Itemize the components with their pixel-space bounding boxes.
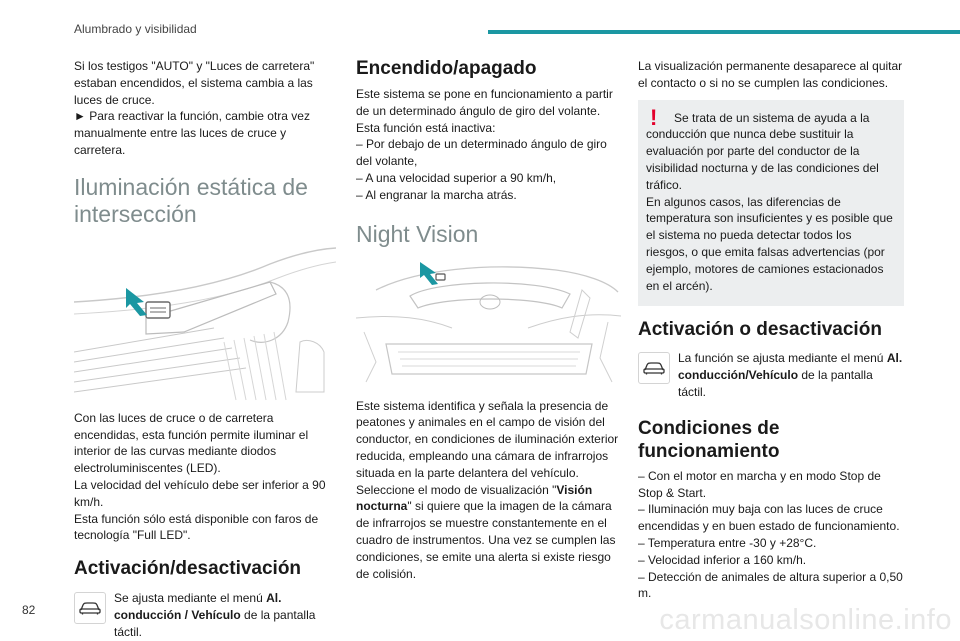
warning-icon: ! bbox=[650, 104, 658, 130]
text-part: " si quiere que la imagen de la cámara de infrarrojos se muestre constantemente en el cuadro de instrumentos. Una vez se cumplen las condiciones, se emite una alerta si existe riesgo de colisión. bbox=[356, 499, 616, 581]
column-2 bbox=[356, 48, 621, 582]
condition-item: – Con el motor en marcha y en modo Stop de Stop & Start. bbox=[638, 468, 881, 500]
condition-item: – Temperatura entre -30 y +28°C. bbox=[638, 535, 817, 550]
paragraph bbox=[356, 482, 621, 583]
paragraph: – A una velocidad superior a 90 km/h, bbox=[356, 170, 557, 185]
warning-text: En algunos casos, las diferencias de temperatura son insuficientes y es posible que el sistema no pueda detectar todos los riesgos, o que emita falsas advertencias (por ejemplo, motores de camiones estacionados en el arcén). bbox=[646, 194, 893, 293]
condition-item: – Detección de animales de altura superior a 0,50 m. bbox=[638, 569, 903, 601]
warning-text: Se trata de un sistema de ayuda a la conducción que nunca debe sustituir la evaluación por parte del conductor de la visibilidad nocturna y de las condiciones del tráfico. bbox=[646, 110, 879, 192]
text-part: de la pantalla táctil. bbox=[114, 607, 316, 639]
header-accent-bar bbox=[488, 30, 960, 34]
activation-deactivation-title: Activación/desactivación bbox=[74, 558, 302, 580]
title-line: Condiciones de bbox=[638, 417, 780, 439]
paragraph: La visualización permanente desaparece al quitar el contacto o si no se cumplen las condiciones. bbox=[638, 59, 903, 90]
condition-item: – Velocidad inferior a 160 km/h. bbox=[638, 552, 807, 567]
column-1 bbox=[74, 48, 336, 641]
paragraph: Este sistema se pone en funcionamiento a partir de un determinado ángulo de giro del volante. bbox=[356, 87, 613, 118]
section-title-intersection bbox=[74, 174, 336, 228]
mode-name: Visión nocturna bbox=[356, 482, 593, 514]
watermark: carmanualsonline.info bbox=[659, 604, 952, 636]
paragraph: – Por debajo de un determinado ángulo de giro del volante, bbox=[356, 137, 607, 169]
night-vision-title: Night Vision bbox=[356, 220, 479, 247]
car-icon bbox=[74, 592, 106, 624]
operating-conditions-title bbox=[638, 417, 904, 463]
paragraph: Esta función está inactiva: bbox=[356, 120, 496, 135]
text-part: Se ajusta mediante el menú bbox=[114, 591, 267, 606]
title-line: funcionamiento bbox=[638, 440, 780, 462]
paragraph: – Al engranar la marcha atrás. bbox=[356, 187, 517, 202]
menu-setting-note bbox=[638, 352, 904, 400]
title-line: Iluminación estática de bbox=[74, 173, 308, 200]
headlight-illustration bbox=[74, 242, 336, 402]
paragraph: Si los testigos "AUTO" y "Luces de carretera" estaban encendidos, el sistema cambia a las luces de cruce. bbox=[74, 59, 315, 107]
text-part: La función se ajusta mediante el menú bbox=[678, 351, 887, 366]
header-section-title: Alumbrado y visibilidad bbox=[74, 22, 197, 36]
condition-item: – Iluminación muy baja con las luces de cruce encendidas y en buen estado de funcionamiento. bbox=[638, 502, 900, 534]
column-3 bbox=[638, 48, 904, 602]
menu-path: Al. conducción/Vehículo bbox=[678, 351, 903, 383]
title-line: intersección bbox=[74, 200, 197, 227]
car-icon bbox=[638, 352, 670, 384]
menu-path: Al. conducción / Vehículo bbox=[114, 591, 282, 622]
activation-title: Activación o desactivación bbox=[638, 319, 882, 341]
paragraph: ► Para reactivar la función, cambie otra vez manualmente entre las luces de cruce y carretera. bbox=[74, 109, 310, 157]
menu-note-text bbox=[114, 590, 336, 640]
text-part: Seleccione el modo de visualización " bbox=[356, 482, 557, 497]
paragraph: Con las luces de cruce o de carretera encendidas, esta función permite iluminar el interior de las curvas mediante diodos electroluminiscentes (LED). bbox=[74, 410, 309, 476]
paragraph: Este sistema identifica y señala la presencia de peatones y animales en el campo de visión del conductor, en condiciones de iluminación exterior reducida, empleando una cámara de infrarrojos situada en la parte delantera del vehículo. bbox=[356, 398, 619, 480]
warning-box bbox=[638, 100, 904, 307]
paragraph: Esta función sólo está disponible con faros de tecnología "Full LED". bbox=[74, 511, 319, 543]
night-vision-illustration bbox=[356, 262, 621, 386]
text-part: de la pantalla táctil. bbox=[678, 368, 873, 399]
paragraph: La velocidad del vehículo debe ser inferior a 90 km/h. bbox=[74, 477, 326, 509]
menu-note-text bbox=[678, 350, 904, 400]
on-off-title: Encendido/apagado bbox=[356, 58, 537, 79]
page-number: 82 bbox=[22, 603, 36, 617]
menu-setting-note bbox=[74, 592, 336, 640]
